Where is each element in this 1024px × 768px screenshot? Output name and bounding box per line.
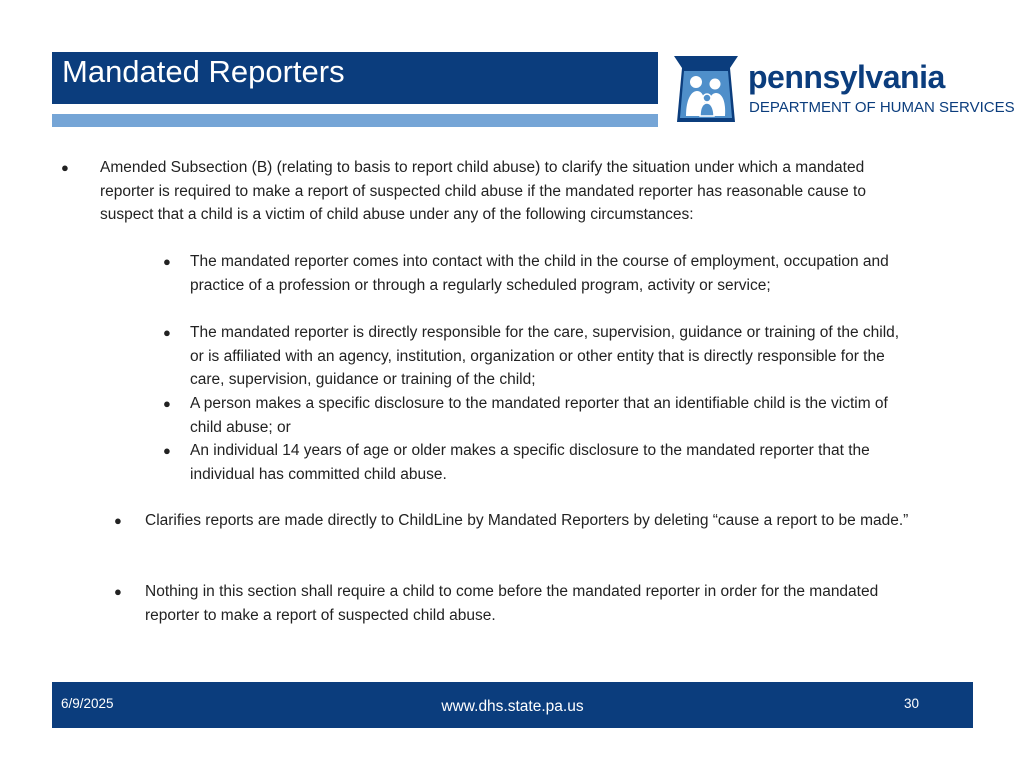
bullet-dot: ● bbox=[114, 513, 122, 528]
sub-bullet-text: The mandated reporter comes into contact with the child in the course of employment, occupation and practice of a profession or through a regularly scheduled program, activity or service; bbox=[190, 253, 889, 294]
keystone-family-icon bbox=[670, 54, 742, 124]
sub-bullet-dot: ● bbox=[163, 325, 171, 340]
title-bar bbox=[52, 52, 658, 104]
sub-bullet-dot: ● bbox=[163, 396, 171, 411]
footer-bar bbox=[52, 682, 973, 728]
logo-department: DEPARTMENT OF HUMAN SERVICES bbox=[749, 99, 1015, 116]
footer-url[interactable]: www.dhs.state.pa.us bbox=[441, 698, 584, 715]
logo-wordmark: pennsylvania bbox=[748, 59, 945, 95]
bullet-text: Nothing in this section shall require a child to come before the mandated reporter in order for the mandated reporter to make a report of suspected child abuse. bbox=[145, 583, 879, 624]
bullet-dot: ● bbox=[114, 584, 122, 599]
main-bullet-text: Amended Subsection (B) (relating to basis to report child abuse) to clarify the situation under which a mandated reporter is required to make a report of suspected child abuse if the mandated reporter has reasonable cause to suspect that a child is a victim of child abuse under any of the following circumstances: bbox=[100, 159, 866, 223]
sub-bullet-text: A person makes a specific disclosure to the mandated reporter that an identifiable child is the victim of child abuse; or bbox=[190, 395, 888, 436]
page-number: 30 bbox=[904, 696, 920, 711]
bullet-dot: ● bbox=[61, 160, 69, 175]
sub-bullet-dot: ● bbox=[163, 254, 171, 269]
slide-title: Mandated Reporters bbox=[62, 54, 345, 89]
pa-dhs-logo bbox=[670, 54, 1015, 126]
title-accent-bar bbox=[52, 114, 658, 127]
sub-bullet-text: The mandated reporter is directly responsible for the care, supervision, guidance or training of the child, or is affiliated with an agency, institution, organization or other entity that is directly responsible for the care, supervision, guidance or training of the child; bbox=[190, 324, 900, 388]
sub-bullet-dot: ● bbox=[163, 443, 171, 458]
sub-bullet-text: An individual 14 years of age or older makes a specific disclosure to the mandated reporter that the individual has committed child abuse. bbox=[190, 442, 870, 483]
bullet-text: Clarifies reports are made directly to ChildLine by Mandated Reporters by deleting “cause a report to be made.” bbox=[145, 512, 909, 529]
footer-date: 6/9/2025 bbox=[61, 696, 114, 711]
